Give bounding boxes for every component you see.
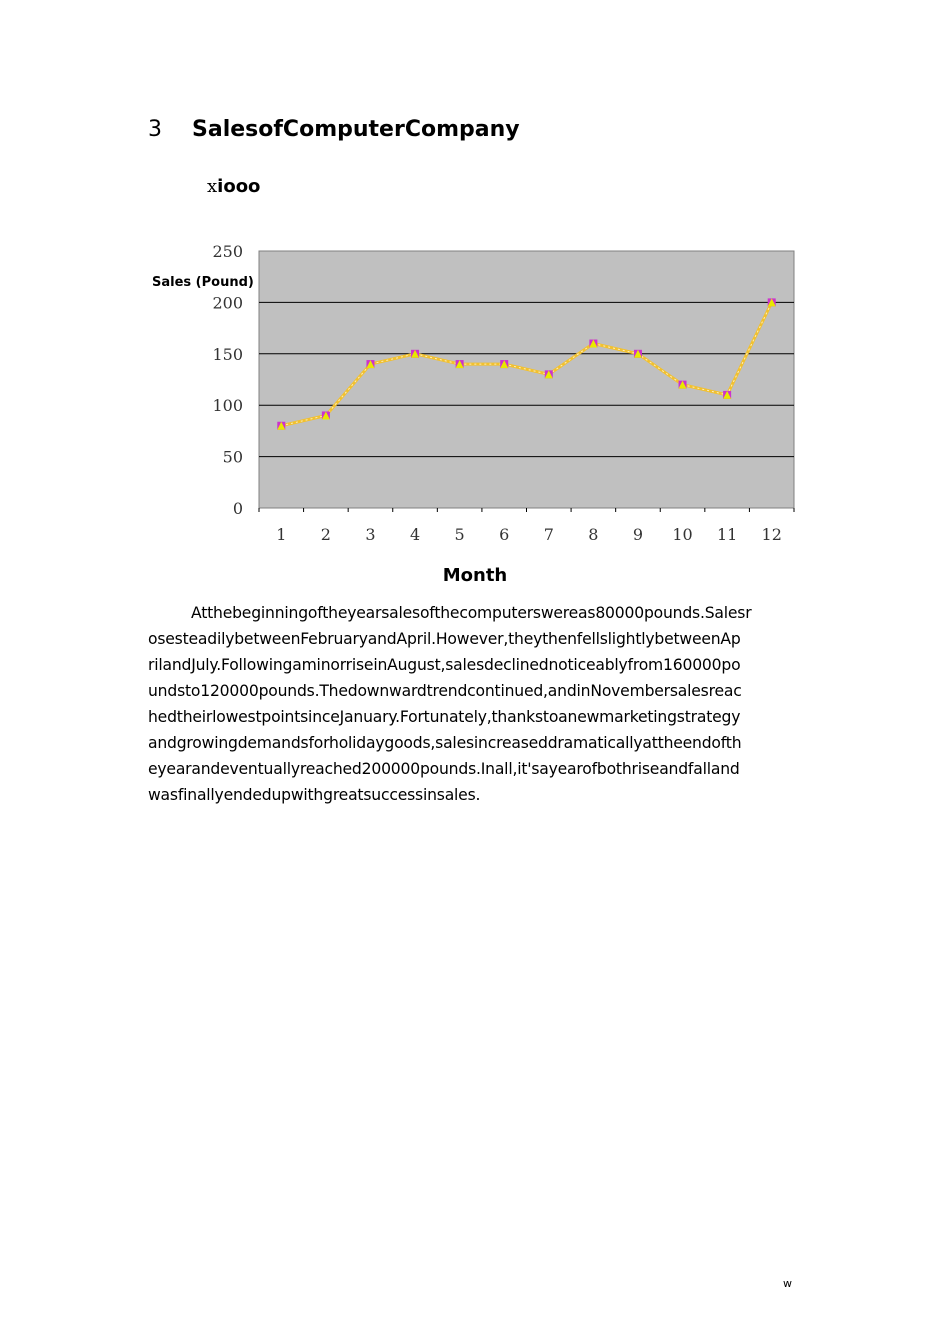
plot-area — [259, 251, 794, 508]
x-axis-ticks — [259, 508, 794, 544]
y-tick-label: 200 — [212, 293, 243, 313]
section-number: 3 — [148, 117, 162, 142]
data-point — [322, 411, 330, 419]
paragraph-line: Atthebeginningoftheyearsalesofthecomputerswereas80000pounds.Salesr — [191, 604, 752, 622]
data-point — [500, 360, 508, 368]
y-tick-label: 250 — [212, 242, 243, 261]
x-tick-label: 4 — [409, 525, 421, 544]
data-point — [723, 391, 731, 399]
y-tick-label: 0 — [232, 499, 243, 518]
x-tick-label: 11 — [716, 525, 738, 544]
x-tick-label: 5 — [454, 525, 465, 544]
x-tick-label: 12 — [761, 525, 782, 544]
paragraph-line: andgrowingdemandsforholidaygoods,salesincreaseddramaticallyattheendofth — [148, 734, 742, 752]
x-tick-label: 10 — [672, 525, 693, 544]
section-title: SalesofComputerCompany — [192, 117, 520, 142]
data-point — [545, 370, 553, 378]
x-tick-label: 8 — [588, 525, 599, 544]
paragraph-line: hedtheirlowestpointsinceJanuary.Fortunately,thankstoanewmarketingstrategy — [148, 708, 741, 726]
sales-line-chart — [0, 0, 950, 600]
x-tick-label: 3 — [365, 525, 376, 544]
footer-mark: w — [783, 1277, 792, 1290]
y-tick-label: 150 — [212, 344, 243, 364]
data-point — [277, 422, 285, 430]
data-point — [366, 360, 374, 368]
x-tick-label: 6 — [499, 525, 510, 544]
data-point — [589, 340, 597, 348]
body-paragraph — [148, 600, 808, 808]
x-tick-label: 1 — [276, 525, 287, 544]
scale-note-prefix: x — [207, 176, 218, 197]
y-tick-label: 50 — [222, 447, 243, 467]
data-point — [411, 350, 419, 358]
data-point — [456, 360, 464, 368]
paragraph-line: eyearandeventuallyreached200000pounds.Inall,it'sayearofbothriseandfalland — [148, 760, 740, 778]
data-point — [634, 350, 642, 358]
x-tick-label: 9 — [632, 525, 644, 544]
paragraph-line: undsto120000pounds.Thedownwardtrendcontinued,andinNovembersalesreac — [148, 682, 742, 700]
x-tick-label: 7 — [543, 525, 554, 544]
paragraph-line: osesteadilybetweenFebruaryandApril.However,theythenfellslightlybetweenAp — [148, 630, 741, 648]
x-tick-label: 2 — [320, 525, 331, 544]
data-point — [679, 381, 687, 389]
y-axis-label: Sales (Pound) — [152, 275, 254, 290]
paragraph-line: rilandJuly.FollowingaminorriseinAugust,salesdeclinednoticeablyfrom160000po — [148, 656, 741, 674]
paragraph-line: wasfinallyendedupwithgreatsuccessinsales. — [148, 786, 481, 804]
data-point — [768, 298, 776, 306]
x-axis-label: Month — [442, 565, 508, 586]
y-tick-label: 100 — [212, 396, 243, 416]
scale-note-text: iooo — [217, 176, 261, 197]
